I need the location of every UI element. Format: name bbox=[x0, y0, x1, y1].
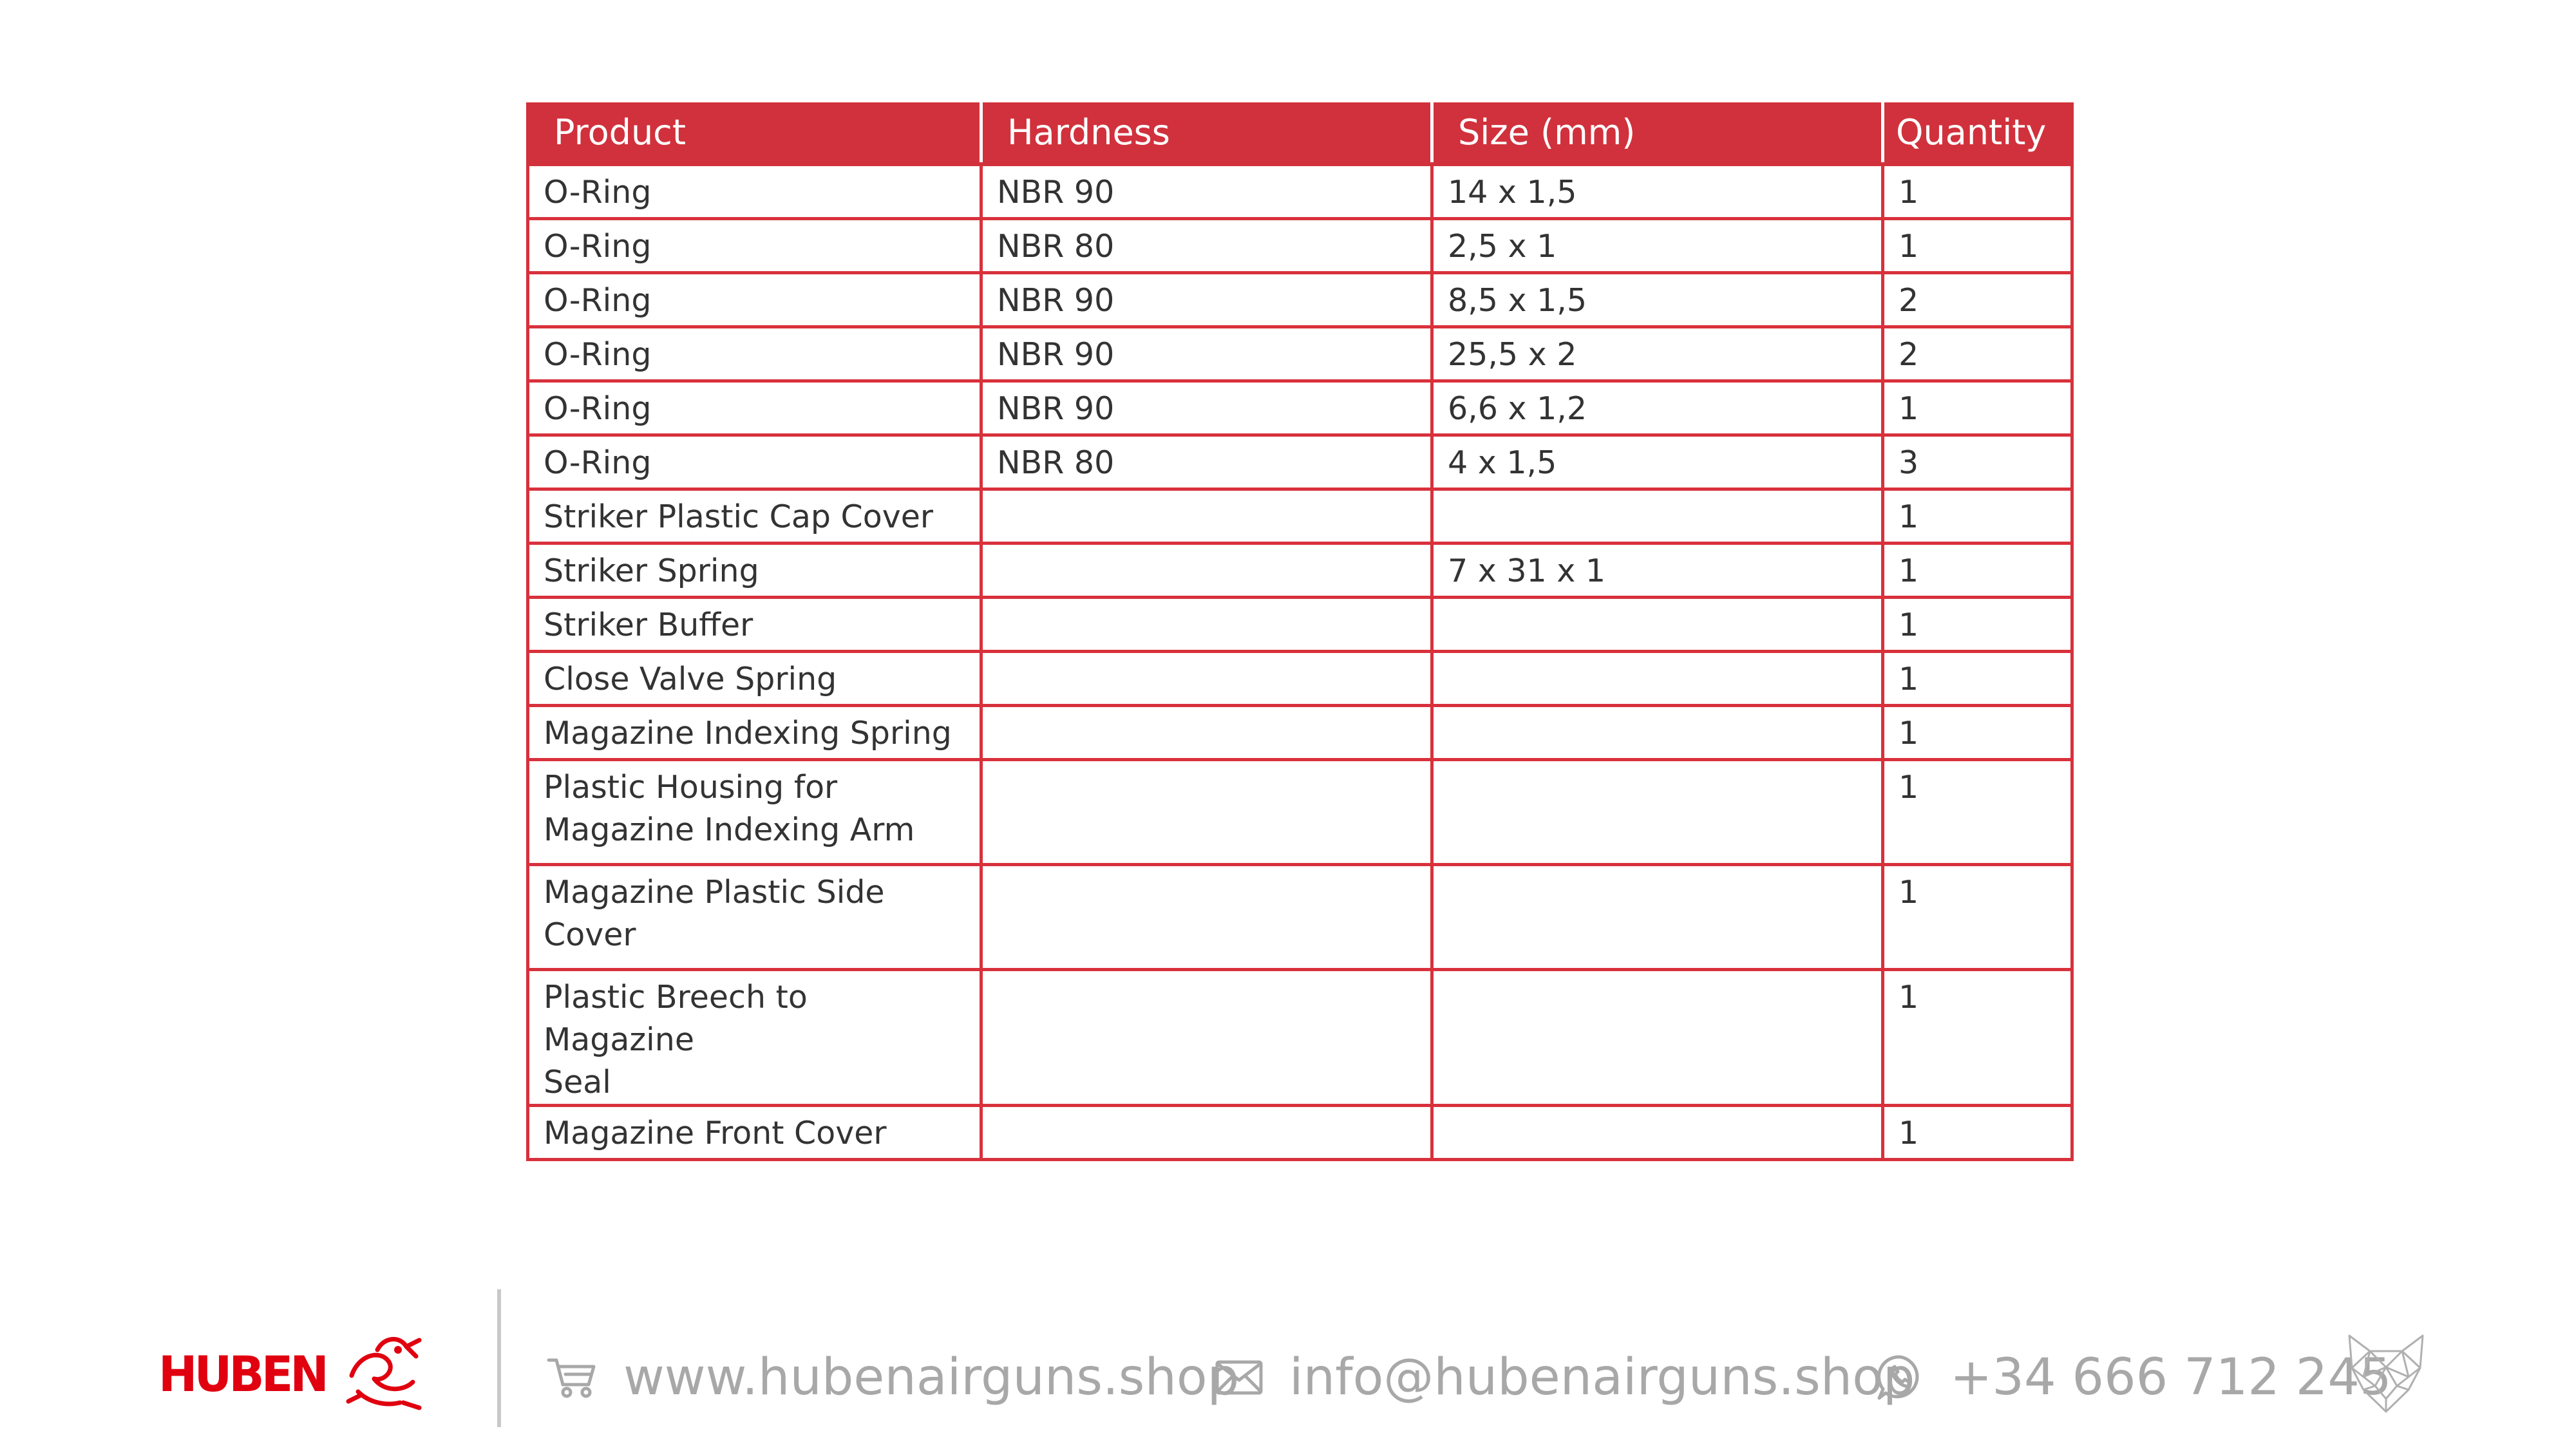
huben-logo bbox=[158, 1331, 429, 1417]
cell-product: Magazine Front Cover bbox=[528, 1105, 981, 1159]
table-row bbox=[528, 759, 2072, 864]
cell-hardness: NBR 90 bbox=[981, 164, 1432, 218]
cell-hardness bbox=[981, 759, 1432, 864]
cell-hardness bbox=[981, 489, 1432, 543]
cell-hardness: NBR 80 bbox=[981, 435, 1432, 489]
table-row bbox=[528, 651, 2072, 705]
cell-product: Striker Buffer bbox=[528, 597, 981, 651]
phone-link[interactable] bbox=[1875, 1349, 2392, 1406]
cell-product: O-Ring bbox=[528, 218, 981, 272]
cell-quantity: 2 bbox=[1883, 327, 2072, 381]
cell-hardness: NBR 90 bbox=[981, 272, 1432, 327]
cell-product: Close Valve Spring bbox=[528, 651, 981, 705]
table-row bbox=[528, 1105, 2072, 1159]
cell-product: O-Ring bbox=[528, 164, 981, 218]
cell-hardness: NBR 80 bbox=[981, 218, 1432, 272]
footer-divider bbox=[497, 1289, 501, 1427]
cell-quantity: 1 bbox=[1883, 543, 2072, 597]
header-hardness: Hardness bbox=[981, 102, 1432, 164]
table-row bbox=[528, 327, 2072, 381]
table-row bbox=[528, 597, 2072, 651]
header-size: Size (mm) bbox=[1432, 102, 1883, 164]
logo-wordmark: HUBEN bbox=[158, 1345, 327, 1403]
cell-size bbox=[1432, 651, 1883, 705]
cell-quantity: 1 bbox=[1883, 864, 2072, 969]
table-row bbox=[528, 435, 2072, 489]
cell-quantity: 2 bbox=[1883, 272, 2072, 327]
cell-quantity: 3 bbox=[1883, 435, 2072, 489]
cell-size bbox=[1432, 597, 1883, 651]
cell-quantity: 1 bbox=[1883, 759, 2072, 864]
cell-size: 8,5 x 1,5 bbox=[1432, 272, 1883, 327]
email-text: info@hubenairguns.shop bbox=[1289, 1349, 1915, 1406]
envelope-icon bbox=[1215, 1359, 1264, 1396]
website-link[interactable] bbox=[546, 1349, 1239, 1406]
cart-icon bbox=[546, 1355, 598, 1400]
cell-hardness bbox=[981, 969, 1432, 1105]
cell-product: Plastic Breech to Magazine Seal bbox=[528, 969, 981, 1105]
table-row bbox=[528, 489, 2072, 543]
cell-product: Plastic Housing for Magazine Indexing Arm bbox=[528, 759, 981, 864]
parts-table bbox=[526, 102, 2074, 1161]
cell-size bbox=[1432, 969, 1883, 1105]
website-text: www.hubenairguns.shop bbox=[623, 1349, 1240, 1406]
table-header-row bbox=[528, 102, 2072, 164]
cell-hardness: NBR 90 bbox=[981, 327, 1432, 381]
wolf-icon bbox=[2344, 1332, 2428, 1418]
cell-size bbox=[1432, 1105, 1883, 1159]
table-row bbox=[528, 705, 2072, 759]
phone-text: +34 666 712 245 bbox=[1950, 1349, 2392, 1406]
cell-product: Magazine Indexing Spring bbox=[528, 705, 981, 759]
cell-size bbox=[1432, 705, 1883, 759]
cell-size: 14 x 1,5 bbox=[1432, 164, 1883, 218]
cell-hardness bbox=[981, 597, 1432, 651]
cell-size: 2,5 x 1 bbox=[1432, 218, 1883, 272]
table-row bbox=[528, 864, 2072, 969]
cell-size bbox=[1432, 489, 1883, 543]
cell-quantity: 1 bbox=[1883, 651, 2072, 705]
cell-product: O-Ring bbox=[528, 435, 981, 489]
cell-size: 25,5 x 2 bbox=[1432, 327, 1883, 381]
table-row bbox=[528, 164, 2072, 218]
cell-quantity: 1 bbox=[1883, 705, 2072, 759]
cell-hardness: NBR 90 bbox=[981, 381, 1432, 435]
table-row bbox=[528, 969, 2072, 1105]
cell-hardness bbox=[981, 705, 1432, 759]
table-row bbox=[528, 218, 2072, 272]
cell-quantity: 1 bbox=[1883, 489, 2072, 543]
cell-quantity: 1 bbox=[1883, 164, 2072, 218]
table-row bbox=[528, 272, 2072, 327]
cell-hardness bbox=[981, 543, 1432, 597]
cell-size: 4 x 1,5 bbox=[1432, 435, 1883, 489]
cell-quantity: 1 bbox=[1883, 218, 2072, 272]
cell-product: Magazine Plastic Side Cover bbox=[528, 864, 981, 969]
cell-quantity: 1 bbox=[1883, 381, 2072, 435]
cell-size: 7 x 31 x 1 bbox=[1432, 543, 1883, 597]
cell-quantity: 1 bbox=[1883, 597, 2072, 651]
whatsapp-icon bbox=[1875, 1353, 1924, 1402]
cell-product: O-Ring bbox=[528, 272, 981, 327]
email-link[interactable] bbox=[1215, 1349, 1915, 1406]
cell-product: Striker Spring bbox=[528, 543, 981, 597]
cell-hardness bbox=[981, 1105, 1432, 1159]
cell-quantity: 1 bbox=[1883, 969, 2072, 1105]
cell-quantity: 1 bbox=[1883, 1105, 2072, 1159]
table-row bbox=[528, 381, 2072, 435]
cell-product: O-Ring bbox=[528, 327, 981, 381]
table-row bbox=[528, 543, 2072, 597]
header-quantity: Quantity bbox=[1883, 102, 2072, 164]
dragon-icon bbox=[339, 1331, 429, 1417]
cell-product: Striker Plastic Cap Cover bbox=[528, 489, 981, 543]
cell-size bbox=[1432, 864, 1883, 969]
cell-hardness bbox=[981, 651, 1432, 705]
header-product: Product bbox=[528, 102, 981, 164]
cell-size: 6,6 x 1,2 bbox=[1432, 381, 1883, 435]
cell-size bbox=[1432, 759, 1883, 864]
cell-hardness bbox=[981, 864, 1432, 969]
cell-product: O-Ring bbox=[528, 381, 981, 435]
